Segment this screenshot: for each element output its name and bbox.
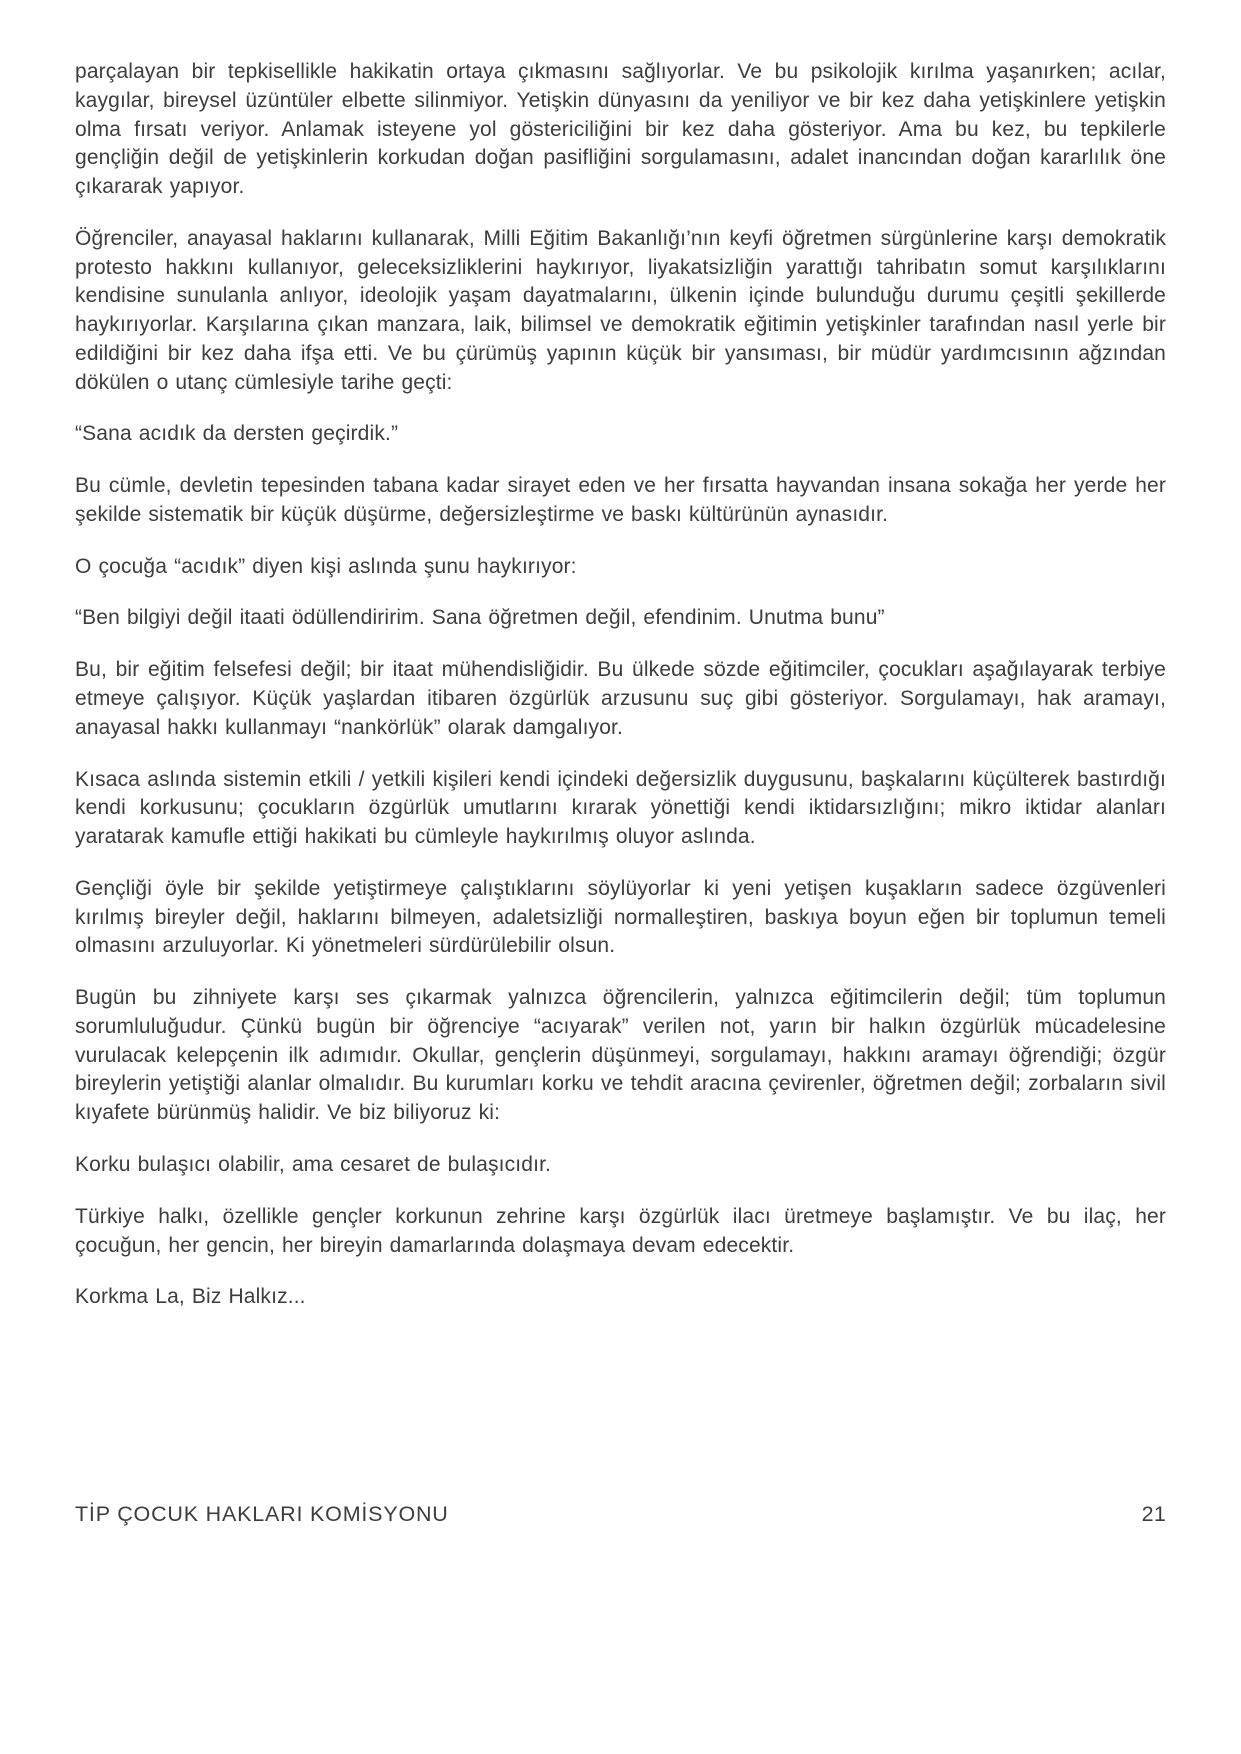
paragraph: Öğrenciler, anayasal haklarını kullanarak, Milli Eğitim Bakanlığı’nın keyfi öğretmen sürgünlerine karşı demokratik protesto hakkını kullanıyor, geleceksizliklerini haykırıyor, liyakatsizliğin yarattığı tahribatın somut karşılıklarını kendisine sunulanla anlıyor, ideolojik yaşam dayatmalarını, ülkenin içinde bulunduğu durumu çeşitli şekillerde haykırıyorlar. Karşılarına çıkan manzara, laik, bilimsel ve demokratik eğitimin yetişkinler tarafından nasıl yerle bir edildiğini bir kez daha ifşa etti. Ve bu çürümüş yapının küçük bir yansıması, bir müdür yardımcısının ağzından dökülen o utanç cümlesiyle tarihe geçti: <box>75 226 1166 394</box>
closing-line: Korkma La, Biz Halkız... <box>75 1285 306 1309</box>
paragraph: parçalayan bir tepkisellikle hakikatin ortaya çıkmasını sağlıyorlar. Ve bu psikolojik kırılma yaşanırken; acılar, kaygılar, bireysel üzüntüler elbette silinmiyor. Yetişkin dünyasını da yeniliyor ve bir kez daha yetişkinlere yetişkin olma fırsatı veriyor. Anlamak isteyene yol göstericiliğini bir kez daha gösteriyor. Ama bu kez, bu tepkilerle gençliğin değil de yetişkinlerin korkudan doğan pasifliğini sorgulamasını, adalet inancından doğan kararlılık öne çıkararak yapıyor. <box>75 60 1166 199</box>
quote-paragraph: “Sana acıdık da dersten geçirdik.” <box>75 422 399 446</box>
paragraph: Bugün bu zihniyete karşı ses çıkarmak yalnızca öğrencilerin, yalnızca eğitimcilerin değil; tüm toplumun sorumluluğudur. Çünkü bugün bir öğrenciye “acıyarak” verilen not, yarın bir halkın özgürlük mücadelesine vurulacak kelepçenin ilk adımıdır. Okullar, gençlerin düşünmeyi, sorgulamayı, hakkını aramayı öğrendiği; özgür bireylerin yetiştiği alanlar olmalıdır. Bu kurumları korku ve tehdit aracına çevirenler, öğretmen değil; zorbaların sivil kıyafete bürünmüş halidir. Ve biz biliyoruz ki: <box>75 986 1166 1125</box>
body-text <box>75 58 1166 1312</box>
paragraph: O çocuğa “acıdık” diyen kişi aslında şunu haykırıyor: <box>75 554 577 578</box>
paragraph: Kısaca aslında sistemin etkili / yetkili kişileri kendi içindeki değersizlik duygusunu, başkalarını küçülterek bastırdığı kendi korkusunu; çocukların özgürlük umutlarını kırarak yönettiği kendi iktidarsızlığını; mikro iktidar alanları yaratarak kamufle ettiği hakikati bu cümleyle haykırılmış oluyor aslında. <box>75 767 1166 849</box>
paragraph: Türkiye halkı, özellikle gençler korkunun zehrine karşı özgürlük ilacı üretmeye başlamıştır. Ve bu ilaç, her çocuğun, her gencin, her bireyin damarlarında dolaşmaya devam edecektir. <box>75 1204 1166 1257</box>
paragraph: Bu, bir eğitim felsefesi değil; bir itaat mühendisliğidir. Bu ülkede sözde eğitimciler, çocukları aşağılayarak terbiye etmeye çalışıyor. Küçük yaşlardan itibaren özgürlük arzusunu suç gibi gösteriyor. Sorgulamayı, hak aramayı, anayasal hakkı kullanmayı “nankörlük” olarak damgalıyor. <box>75 658 1166 739</box>
page-footer <box>75 1502 1166 1527</box>
paragraph: Bu cümle, devletin tepesinden tabana kadar sirayet eden ve her fırsatta hayvandan insana sokağa her yerde her şekilde sistematik bir küçük düşürme, değersizleştirme ve baskı kültürünün aynasıdır. <box>75 474 1166 526</box>
footer-title: TİP ÇOCUK HAKLARI KOMİSYONU <box>75 1502 449 1526</box>
paragraph: Korku bulaşıcı olabilir, ama cesaret de bulaşıcıdır. <box>75 1152 552 1176</box>
quote-paragraph: “Ben bilgiyi değil itaati ödüllendiririm. Sana öğretmen değil, efendinim. Unutma bunu” <box>75 606 885 630</box>
page-number: 21 <box>1141 1502 1166 1526</box>
paragraph: Gençliği öyle bir şekilde yetiştirmeye çalıştıklarını söylüyorlar ki yeni yetişen kuşakların sadece özgüvenleri kırılmış bireyler değil, haklarını bilmeyen, adaletsizliği normalleştiren, baskıya boyun eğen bir toplumun temeli olmasını arzuluyorlar. Ki yönetmeleri sürdürülebilir olsun. <box>75 876 1166 958</box>
